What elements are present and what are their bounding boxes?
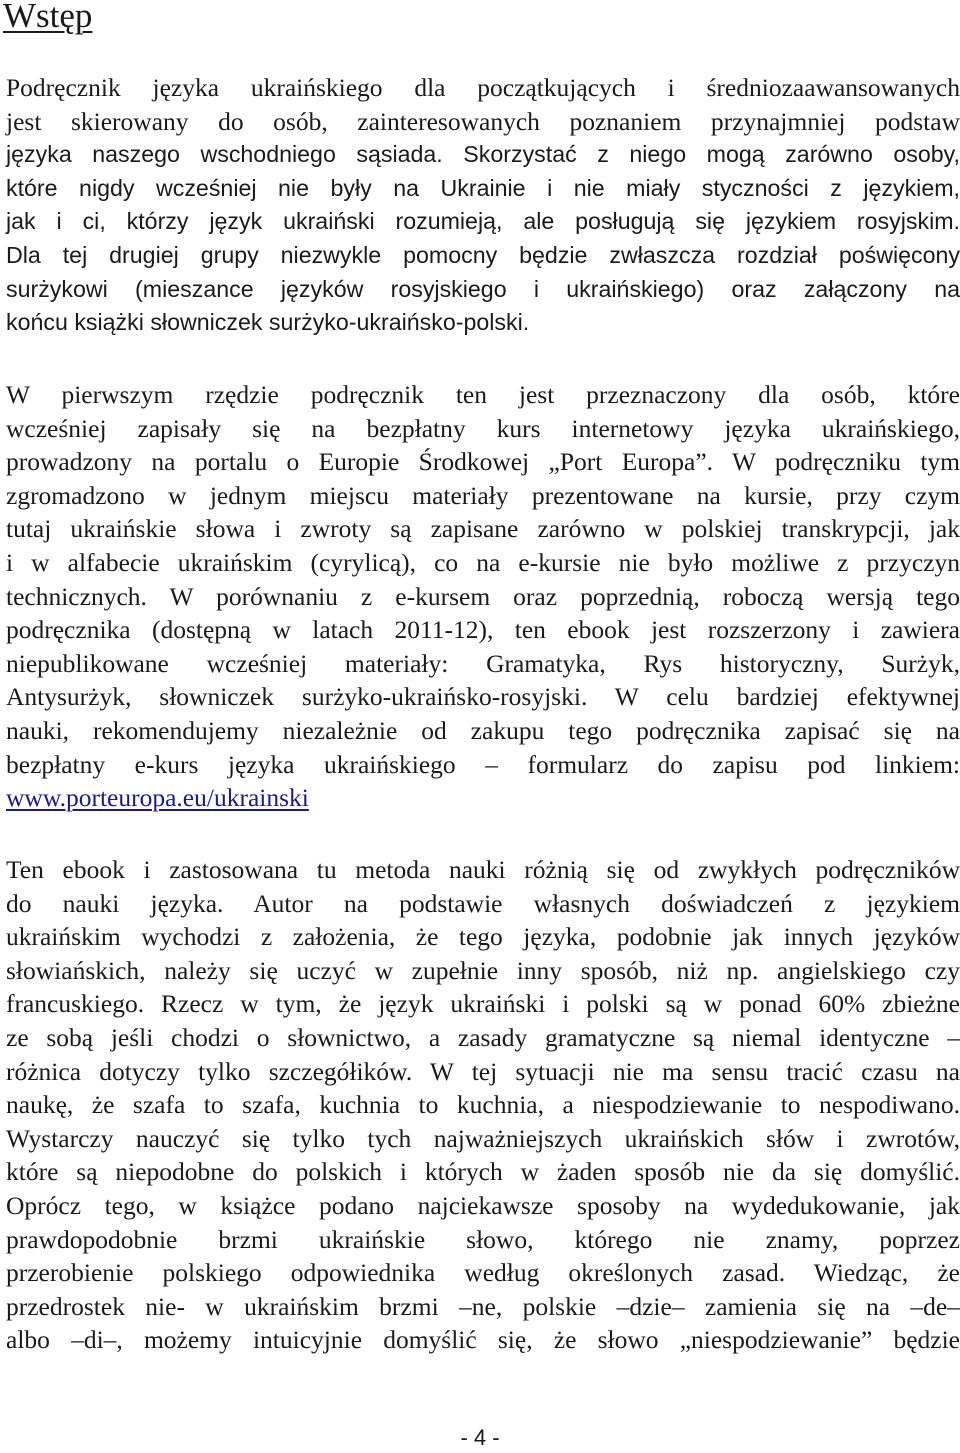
text-line: niepublikowane wcześniej materiały: Gramatyka, Rys historyczny, Surżyk, [6, 648, 960, 678]
text-line: Dla tej drugiej grupy niezwykle pomocny będzie zwłaszcza rozdział poświęcony [6, 241, 960, 268]
text-line: zgromadzono w jednym miejscu materiały prezentowane na kursie, przy czym [6, 480, 960, 510]
text-line: W pierwszym rzędzie podręcznik ten jest przeznaczony dla osób, które [6, 380, 960, 409]
text-line: prawdopodobnie brzmi ukraińskie słowo, którego nie znamy, poprzez [6, 1224, 960, 1254]
text-line: i w alfabecie ukraińskim (cyrylicą), co na e-kursie nie było możliwe z przyczyn [6, 547, 960, 577]
text-line: Antysurżyk, słowniczek surżyko-ukraińsko-rosyjski. W celu bardziej efektywnej [6, 682, 960, 712]
text-line: przedrostek nie- w ukraińskim brzmi –ne, polskie –dzie– zamienia się na –de– [6, 1291, 960, 1321]
porteuropa-link[interactable]: www.porteuropa.eu/ukrainski [6, 783, 309, 813]
paragraph-course [6, 378, 960, 815]
text-line: języka naszego wschodniego sąsiada. Skorzystać z niego mogą zarówno osoby, [6, 141, 960, 168]
text-line: nauki, rekomendujemy niezależnie od zakupu tego podręcznika zapisać się na [6, 715, 960, 745]
text-line: Oprócz tego, w książce podano najciekawsze sposoby na wydedukowanie, jak [6, 1190, 960, 1220]
text-line: ze sobą jeśli chodzi o słownictwo, a zasady gramatyczne są niemal identyczne – [6, 1022, 960, 1052]
text-line: podręcznika (dostępną w latach 2011-12), ten ebook jest rozszerzony i zawiera [6, 615, 960, 645]
text-line: do nauki języka. Autor na podstawie własnych doświadczeń z językiem [6, 888, 960, 918]
text-line: wcześniej zapisały się na bezpłatny kurs internetowy języka ukraińskiego, [6, 413, 960, 443]
text-line: Podręcznik języka ukraińskiego dla początkujących i średniozaawansowanych [6, 73, 960, 102]
text-line: prowadzony na portalu o Europie Środkowej „Port Europa”. W podręczniku tym [6, 447, 960, 477]
text-line: które nigdy wcześniej nie były na Ukrainie i nie miały styczności z językiem, [6, 174, 960, 201]
text-line: Wystarczy nauczyć się tylko tych najważniejszych ukraińskich słów i zwrotów, [6, 1123, 960, 1153]
text-line: jak i ci, którzy język ukraiński rozumieją, ale posługują się językiem rosyjskim. [6, 208, 960, 235]
text-line: jest skierowany do osób, zainteresowanych poznaniem przynajmniej podstaw [6, 106, 960, 136]
text-line: francuskiego. Rzecz w tym, że język ukraiński i polski są w ponad 60% zbieżne [6, 989, 960, 1019]
page-number: - 4 - [460, 1425, 500, 1450]
text-line: które są niepodobne do polskich i których w żaden sposób nie da się domyślić. [6, 1157, 960, 1187]
text-line: bezpłatny e-kurs języka ukraińskiego – formularz do zapisu pod linkiem: [6, 749, 960, 779]
text-line: naukę, że szafa to szafa, kuchnia to kuchnia, a niespodziewanie to nespodiwano. [6, 1090, 960, 1120]
text-line: surżykowi (mieszance języków rosyjskiego i ukraińskiego) oraz załączony na [6, 275, 960, 302]
text-line: tutaj ukraińskie słowa i zwroty są zapisane zarówno w polskiej transkrypcji, jak [6, 514, 960, 544]
text-line [6, 781, 960, 815]
text-line: słowiańskich, należy się uczyć w zupełnie inny sposób, niż np. angielskiego czy [6, 955, 960, 985]
text-line: różnica dotyczy tylko szczegółików. W tej sytuacji nie ma sensu tracić czasu na [6, 1056, 960, 1086]
text-line: przerobienie polskiego odpowiednika według określonych zasad. Wiedząc, że [6, 1258, 960, 1288]
text-line: Ten ebook i zastosowana tu metoda nauki różnią się od zwykłych podręczników [6, 855, 960, 884]
text-line: końcu książki słowniczek surżyko-ukraińsko-polski. [6, 309, 530, 336]
page-heading: Wstęp [3, 0, 93, 35]
paragraph-intro [6, 71, 960, 340]
text-line: ukraińskim wychodzi z założenia, że tego języka, podobnie jak innych języków [6, 922, 960, 952]
text-line: technicznych. W porównaniu z e-kursem oraz poprzednią, roboczą wersją tego [6, 581, 960, 611]
text-line: albo –di–, możemy intuicyjnie domyślić się, że słowo „niespodziewanie” będzie [6, 1325, 960, 1355]
paragraph-method [6, 853, 960, 1357]
